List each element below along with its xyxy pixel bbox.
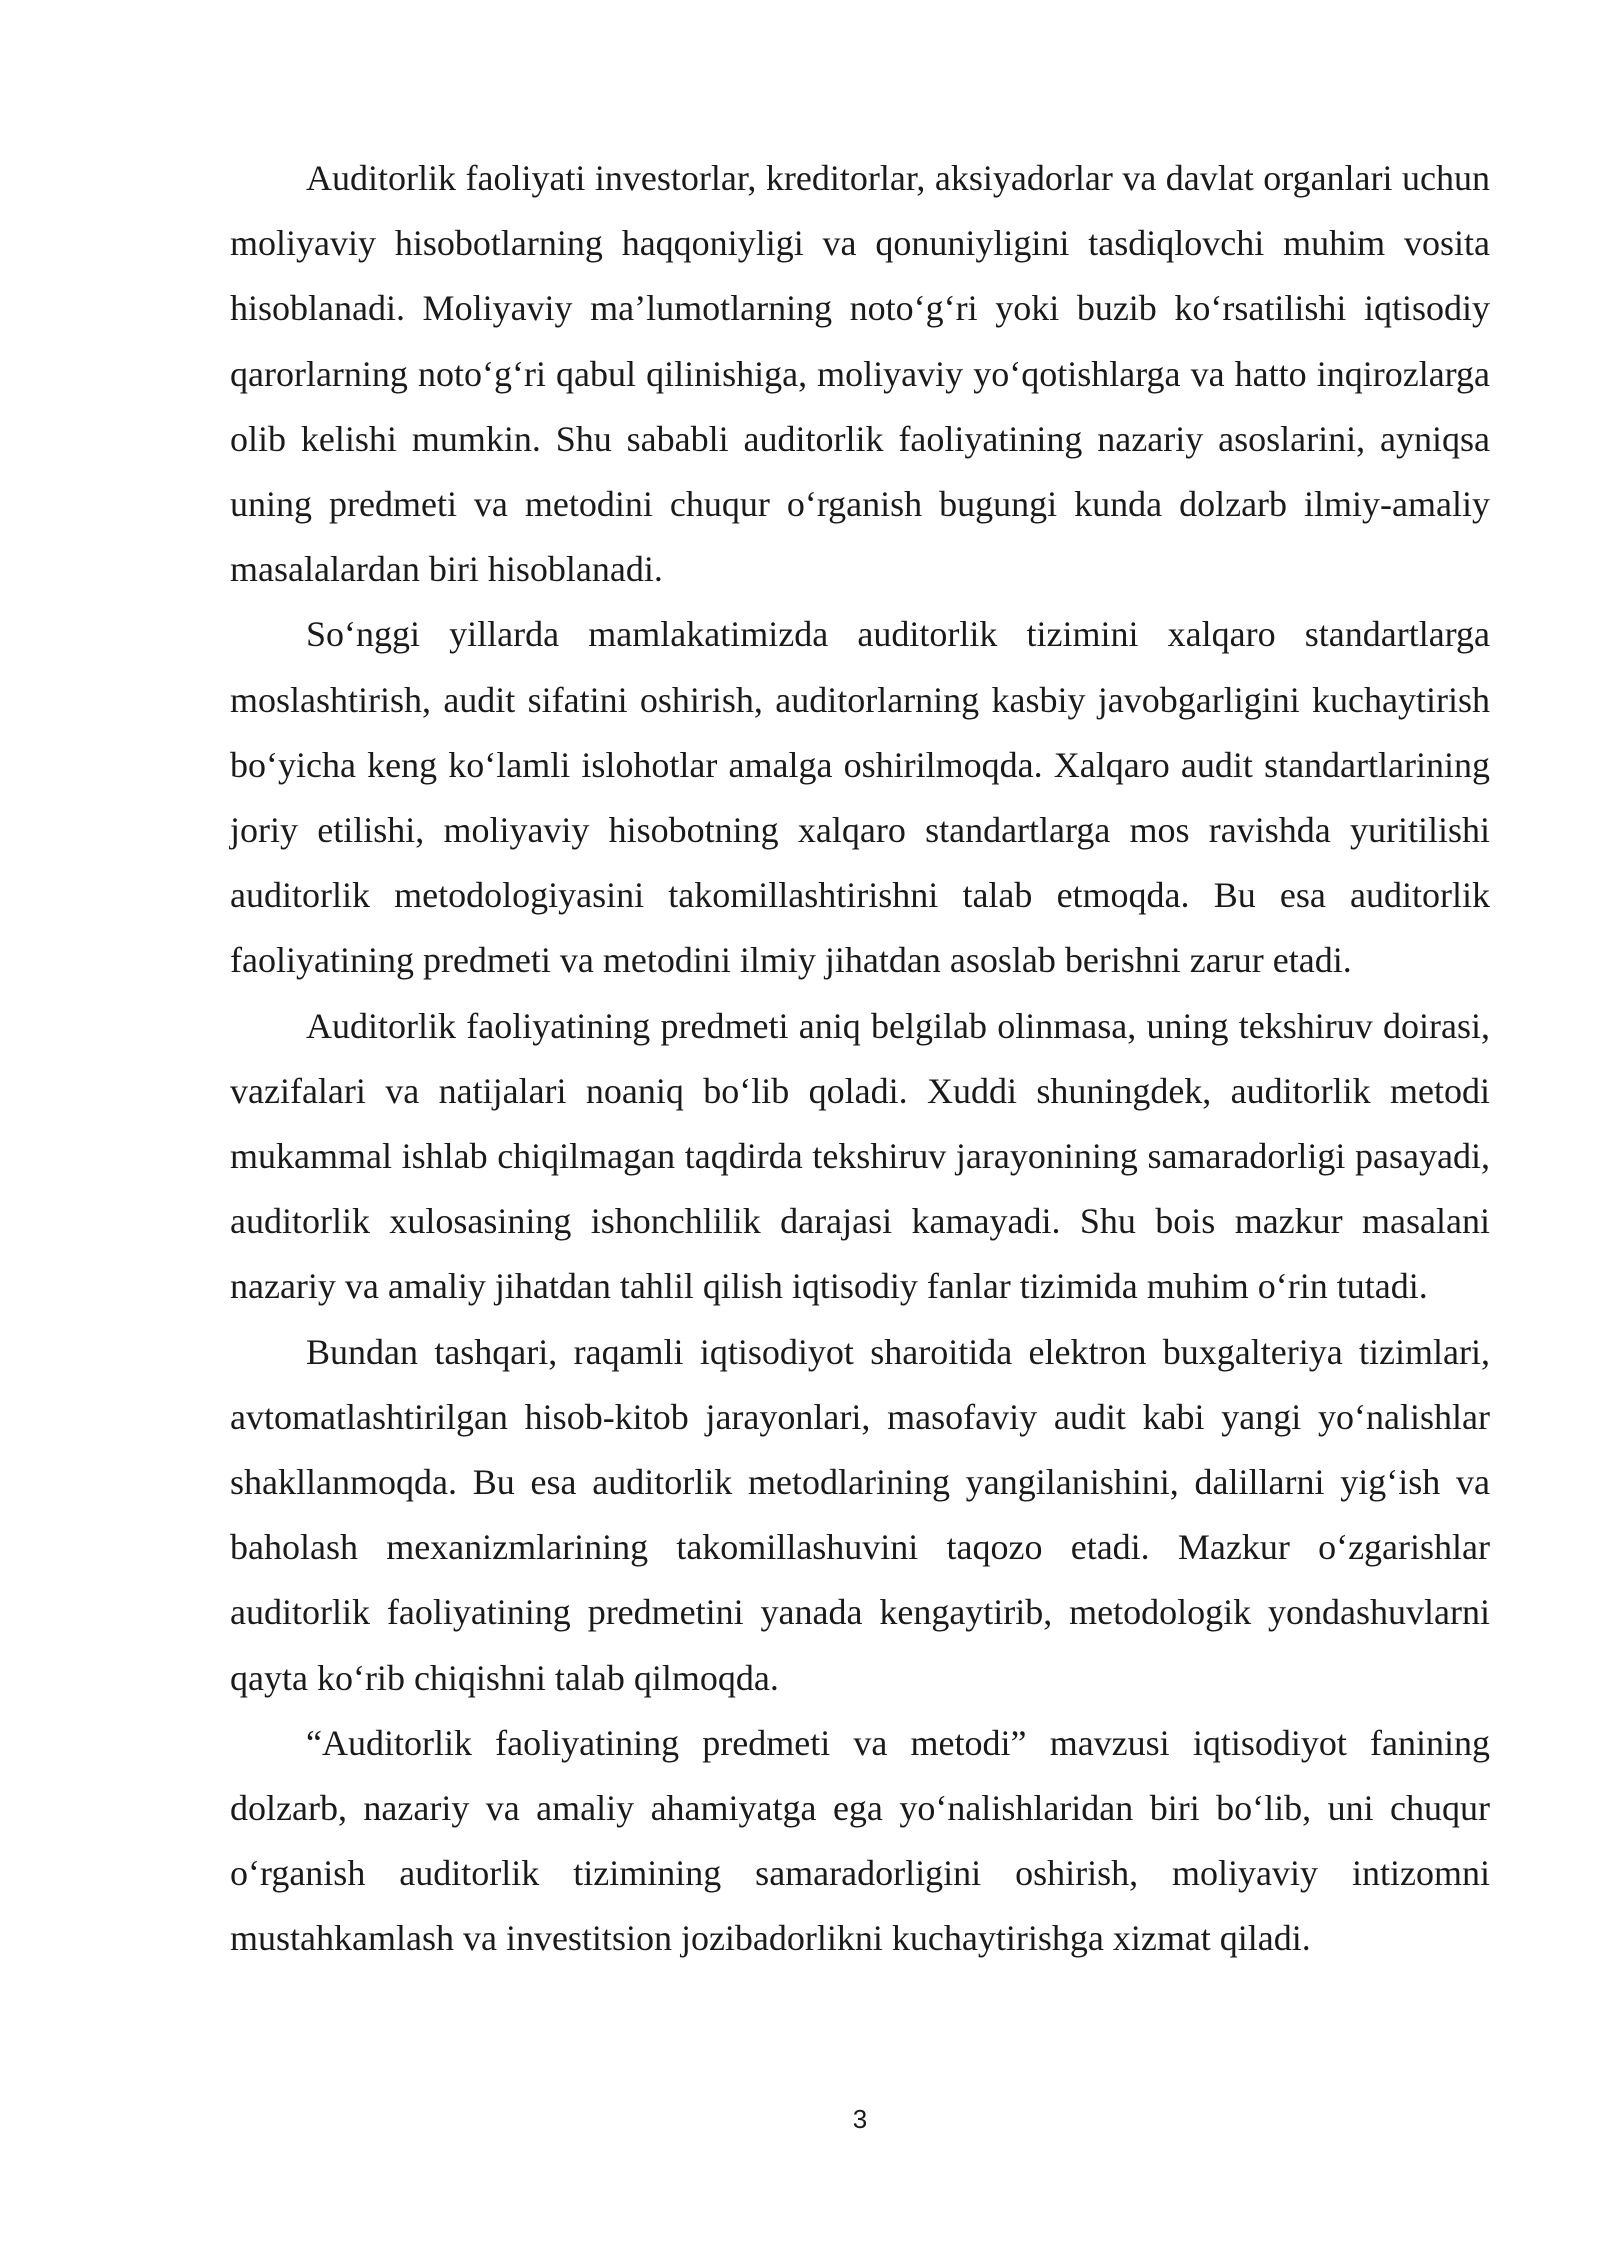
paragraph-1: Auditorlik faoliyati investorlar, kreditorlar, aksiyadorlar va davlat organlari uchun moliyaviy hisobotlarning haqqoniyligi va qonuniyligini tasdiqlovchi muhim vosita hisoblanadi. Moliyaviy ma’lumotlarning noto‘g‘ri yoki buzib ko‘rsatilishi iqtisodiy qarorlarning noto‘g‘ri qabul qilinishiga, moliyaviy yo‘qotishlarga va hatto inqirozlarga olib kelishi mumkin. Shu sababli auditorlik faoliyatining nazariy asoslarini, ayniqsa uning predmeti va metodini chuqur o‘rganish bugungi kunda dolzarb ilmiy-amaliy masalalardan biri hisoblanadi. [230, 158, 1490, 590]
paragraph-2: So‘nggi yillarda mamlakatimizda auditorlik tizimini xalqaro standartlarga moslashtirish, audit sifatini oshirish, auditorlarning kasbiy javobgarligini kuchaytirish bo‘yicha keng ko‘lamli islohotlar amalga oshirilmoqda. Xalqaro audit standartlarining joriy etilishi, moliyaviy hisobotning xalqaro standartlarga mos ravishda yuritilishi auditorlik metodologiyasini takomillashtirishni talab etmoqda. Bu esa auditorlik faoliyatining predmeti va metodini ilmiy jihatdan asoslab berishni zarur etadi. [230, 614, 1490, 981]
paragraph-5: “Auditorlik faoliyatining predmeti va metodi” mavzusi iqtisodiyot fanining dolzarb, nazariy va amaliy ahamiyatga ega yo‘nalishlaridan biri bo‘lib, uni chuqur o‘rganish auditorlik tizimining samaradorligini oshirish, moliyaviy intizomni mustahkamlash va investitsion jozibadorlikni kuchaytirishga xizmat qiladi. [230, 1722, 1490, 1959]
paragraph-4: Bundan tashqari, raqamli iqtisodiyot sharoitida elektron buxgalteriya tizimlari, avtomatlashtirilgan hisob-kitob jarayonlari, masofaviy audit kabi yangi yo‘nalishlar shakllanmoqda. Bu esa auditorlik metodlarining yangilanishini, dalillarni yig‘ish va baholash mexanizmlarining takomillashuvini taqozo etadi. Mazkur o‘zgarishlar auditorlik faoliyatining predmetini yanada kengaytirib, metodologik yondashuvlarni qayta ko‘rib chiqishni talab qilmoqda. [230, 1331, 1490, 1698]
page-number: 3 [852, 2104, 868, 2134]
body-text [230, 146, 1490, 1972]
paragraph-3: Auditorlik faoliyatining predmeti aniq belgilab olinmasa, uning tekshiruv doirasi, vazifalari va natijalari noaniq bo‘lib qoladi. Xuddi shuningdek, auditorlik metodi mukammal ishlab chiqilmagan taqdirda tekshiruv jarayonining samaradorligi pasayadi, auditorlik xulosasining ishonchlilik darajasi kamayadi. Shu bois mazkur masalani nazariy va amaliy jihatdan tahlil qilish iqtisodiy fanlar tizimida muhim o‘rin tutadi. [230, 1005, 1490, 1307]
